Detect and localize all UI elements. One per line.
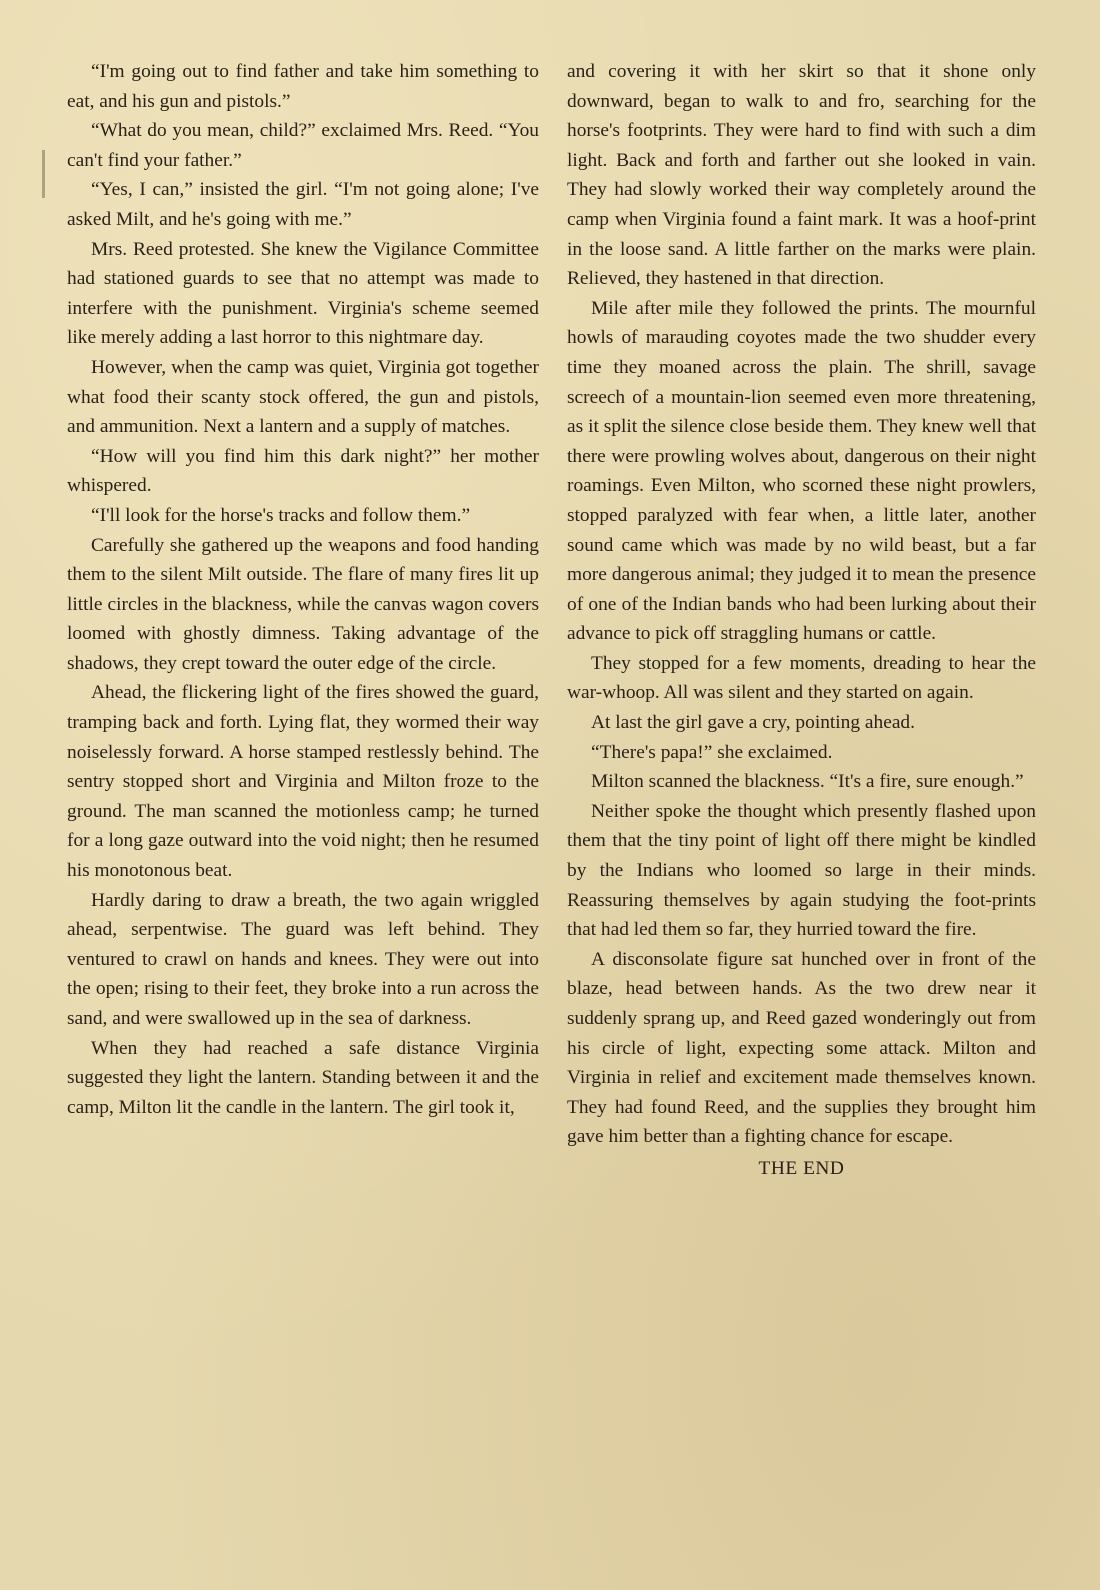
left-text-column — [67, 57, 539, 1122]
paragraph: “What do you mean, child?” exclaimed Mrs. Reed. “You can't find your father.” — [67, 120, 539, 171]
paragraph: When they had reached a safe distance Virginia suggested they light the lantern. Standing between it and the camp, Milton lit the candle in the lantern. The girl took it, — [67, 1037, 539, 1118]
right-text-column — [567, 57, 1036, 1184]
page-edge-mark — [42, 150, 45, 198]
paragraph: “I'm going out to find father and take him something to eat, and his gun and pistols.” — [67, 61, 539, 112]
paragraph: Mrs. Reed protested. She knew the Vigilance Committee had stationed guards to see that no attempt was made to interfere with the punishment. Virginia's scheme seemed like merely adding a last horror to this nightmare day. — [67, 238, 539, 349]
paragraph: “How will you find him this dark night?” her mother whispered. — [67, 445, 539, 497]
paragraph: At last the girl gave a cry, pointing ahead. — [591, 712, 915, 734]
paragraph: Ahead, the flickering light of the fires showed the guard, tramping back and forth. Lying flat, they wormed their way noiselessly forward. A horse stamped restlessly behind. The sentry stopped short and Virginia and Milton froze to the ground. The man scanned the motionless camp; he turned for a long gaze outward into the void night; then he resumed his monotonous beat. — [67, 682, 539, 882]
paragraph-continued: and covering it with her skirt so that it shone only downward, began to walk to and fro, searching for the horse's footprints. They were hard to find with such a dim light. Back and forth and farther out she looked in vain. They had slowly worked their way completely around the camp when Virginia found a faint mark. It was a hoof-print in the loose sand. A little farther on the marks were plain. Relieved, they hastened in that direction. — [567, 61, 1036, 290]
paragraph: “I'll look for the horse's tracks and follow them.” — [91, 504, 471, 526]
paragraph: Hardly daring to draw a breath, the two again wriggled ahead, serpentwise. The guard was left behind. They ventured to crawl on hands and knees. They were out into the open; rising to their feet, they broke into a run across the sand, and were swallowed up in the sea of darkness. — [67, 889, 539, 1029]
paragraph: Neither spoke the thought which presently flashed upon them that the tiny point of light off there might be kindled by the Indians who loomed so large in their minds. Reassuring themselves by again studying the foot-prints that had led them so far, they hurried toward the fire. — [567, 800, 1036, 941]
the-end-label: THE END — [758, 1157, 845, 1179]
paragraph: Milton scanned the blackness. “It's a fire, sure enough.” — [591, 771, 1024, 793]
paragraph: “There's papa!” she exclaimed. — [591, 741, 833, 763]
paragraph: Mile after mile they followed the prints. The mournful howls of marauding coyotes made the two shudder every time they moaned across the plain. The shrill, savage screech of a mountain-lion seemed even more threatening, as it split the silence close beside them. They knew well that there were prowling wolves about, dangerous on their night roamings. Even Milton, who scorned these night prowlers, stopped paralyzed with fear when, a little later, another sound came which was made by no wild beast, but a far more dangerous animal; they judged it to mean the presence of one of the Indian bands who had been lurking about their advance to pick off straggling humans or cattle. — [567, 297, 1036, 645]
paragraph: They stopped for a few moments, dreading to hear the war-whoop. All was silent and they started on again. — [567, 652, 1036, 704]
paragraph: Carefully she gathered up the weapons and food handing them to the silent Milt outside. The flare of many fires lit up little circles in the blackness, while the canvas wagon covers loomed with ghostly dimness. Taking advantage of the shadows, they crept toward the outer edge of the circle. — [67, 534, 539, 674]
paragraph: A disconsolate figure sat hunched over in front of the blaze, head between hands. As the two drew near it suddenly sprang up, and Reed gazed wonderingly out from his circle of light, expecting some attack. Milton and Virginia in relief and excitement made themselves known. They had found Reed, and the supplies they brought him gave him better than a fighting chance for escape. — [567, 948, 1036, 1148]
paragraph: However, when the camp was quiet, Virginia got together what food their scanty stock offered, the gun and pistols, and ammunition. Next a lantern and a supply of matches. — [67, 356, 539, 438]
paragraph: “Yes, I can,” insisted the girl. “I'm not going alone; I've asked Milt, and he's going with me.” — [67, 179, 539, 230]
